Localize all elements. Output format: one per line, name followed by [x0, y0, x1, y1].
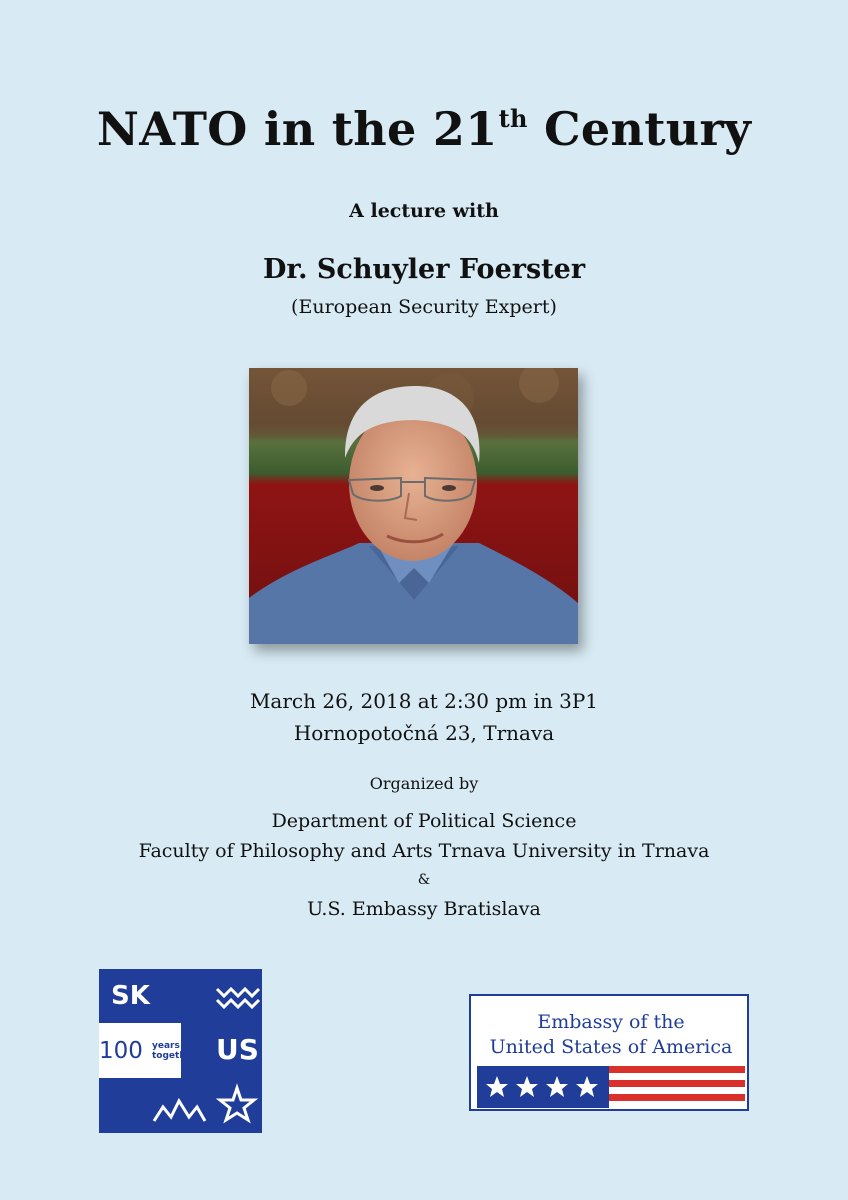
- organizer-embassy: U.S. Embassy Bratislava: [307, 898, 541, 920]
- embassy-logo-line1: Embassy of the: [537, 1011, 685, 1033]
- logo-together-text: together: [152, 1051, 197, 1061]
- speaker-portrait-illustration: [249, 368, 578, 644]
- speaker-role: (European Security Expert): [291, 296, 557, 318]
- title-rest: Century: [527, 102, 752, 156]
- speaker-name: Dr. Schuyler Foerster: [262, 254, 586, 285]
- logo-wave-and-star-icon: [99, 969, 262, 1133]
- speaker-photo: [249, 368, 578, 644]
- logo-sk-text: SK: [111, 981, 150, 1011]
- organizer-faculty: Faculty of Philosophy and Arts Trnava University in Trnava: [138, 840, 710, 862]
- event-address: Hornopotočná 23, Trnava: [293, 721, 555, 745]
- page-title: [0, 102, 848, 156]
- organizer-ampersand: &: [417, 872, 431, 888]
- logo-100-text: 100: [99, 1038, 143, 1064]
- lecture-subtitle: A lecture with: [349, 200, 499, 222]
- us-flag-icon: [477, 1066, 745, 1108]
- embassy-logo-line2: United States of America: [489, 1036, 733, 1058]
- logo-us-text: US: [216, 1033, 259, 1066]
- title-superscript: th: [498, 104, 528, 133]
- sk-us-100-years-logo: [99, 969, 262, 1133]
- logo-years-text: years: [152, 1041, 180, 1051]
- event-datetime: March 26, 2018 at 2:30 pm in 3P1: [249, 689, 599, 713]
- organizer-department: Department of Political Science: [271, 810, 577, 832]
- organized-by-label: Organized by: [369, 774, 479, 793]
- us-embassy-logo: [469, 994, 749, 1111]
- title-main: NATO in the 21: [96, 102, 498, 156]
